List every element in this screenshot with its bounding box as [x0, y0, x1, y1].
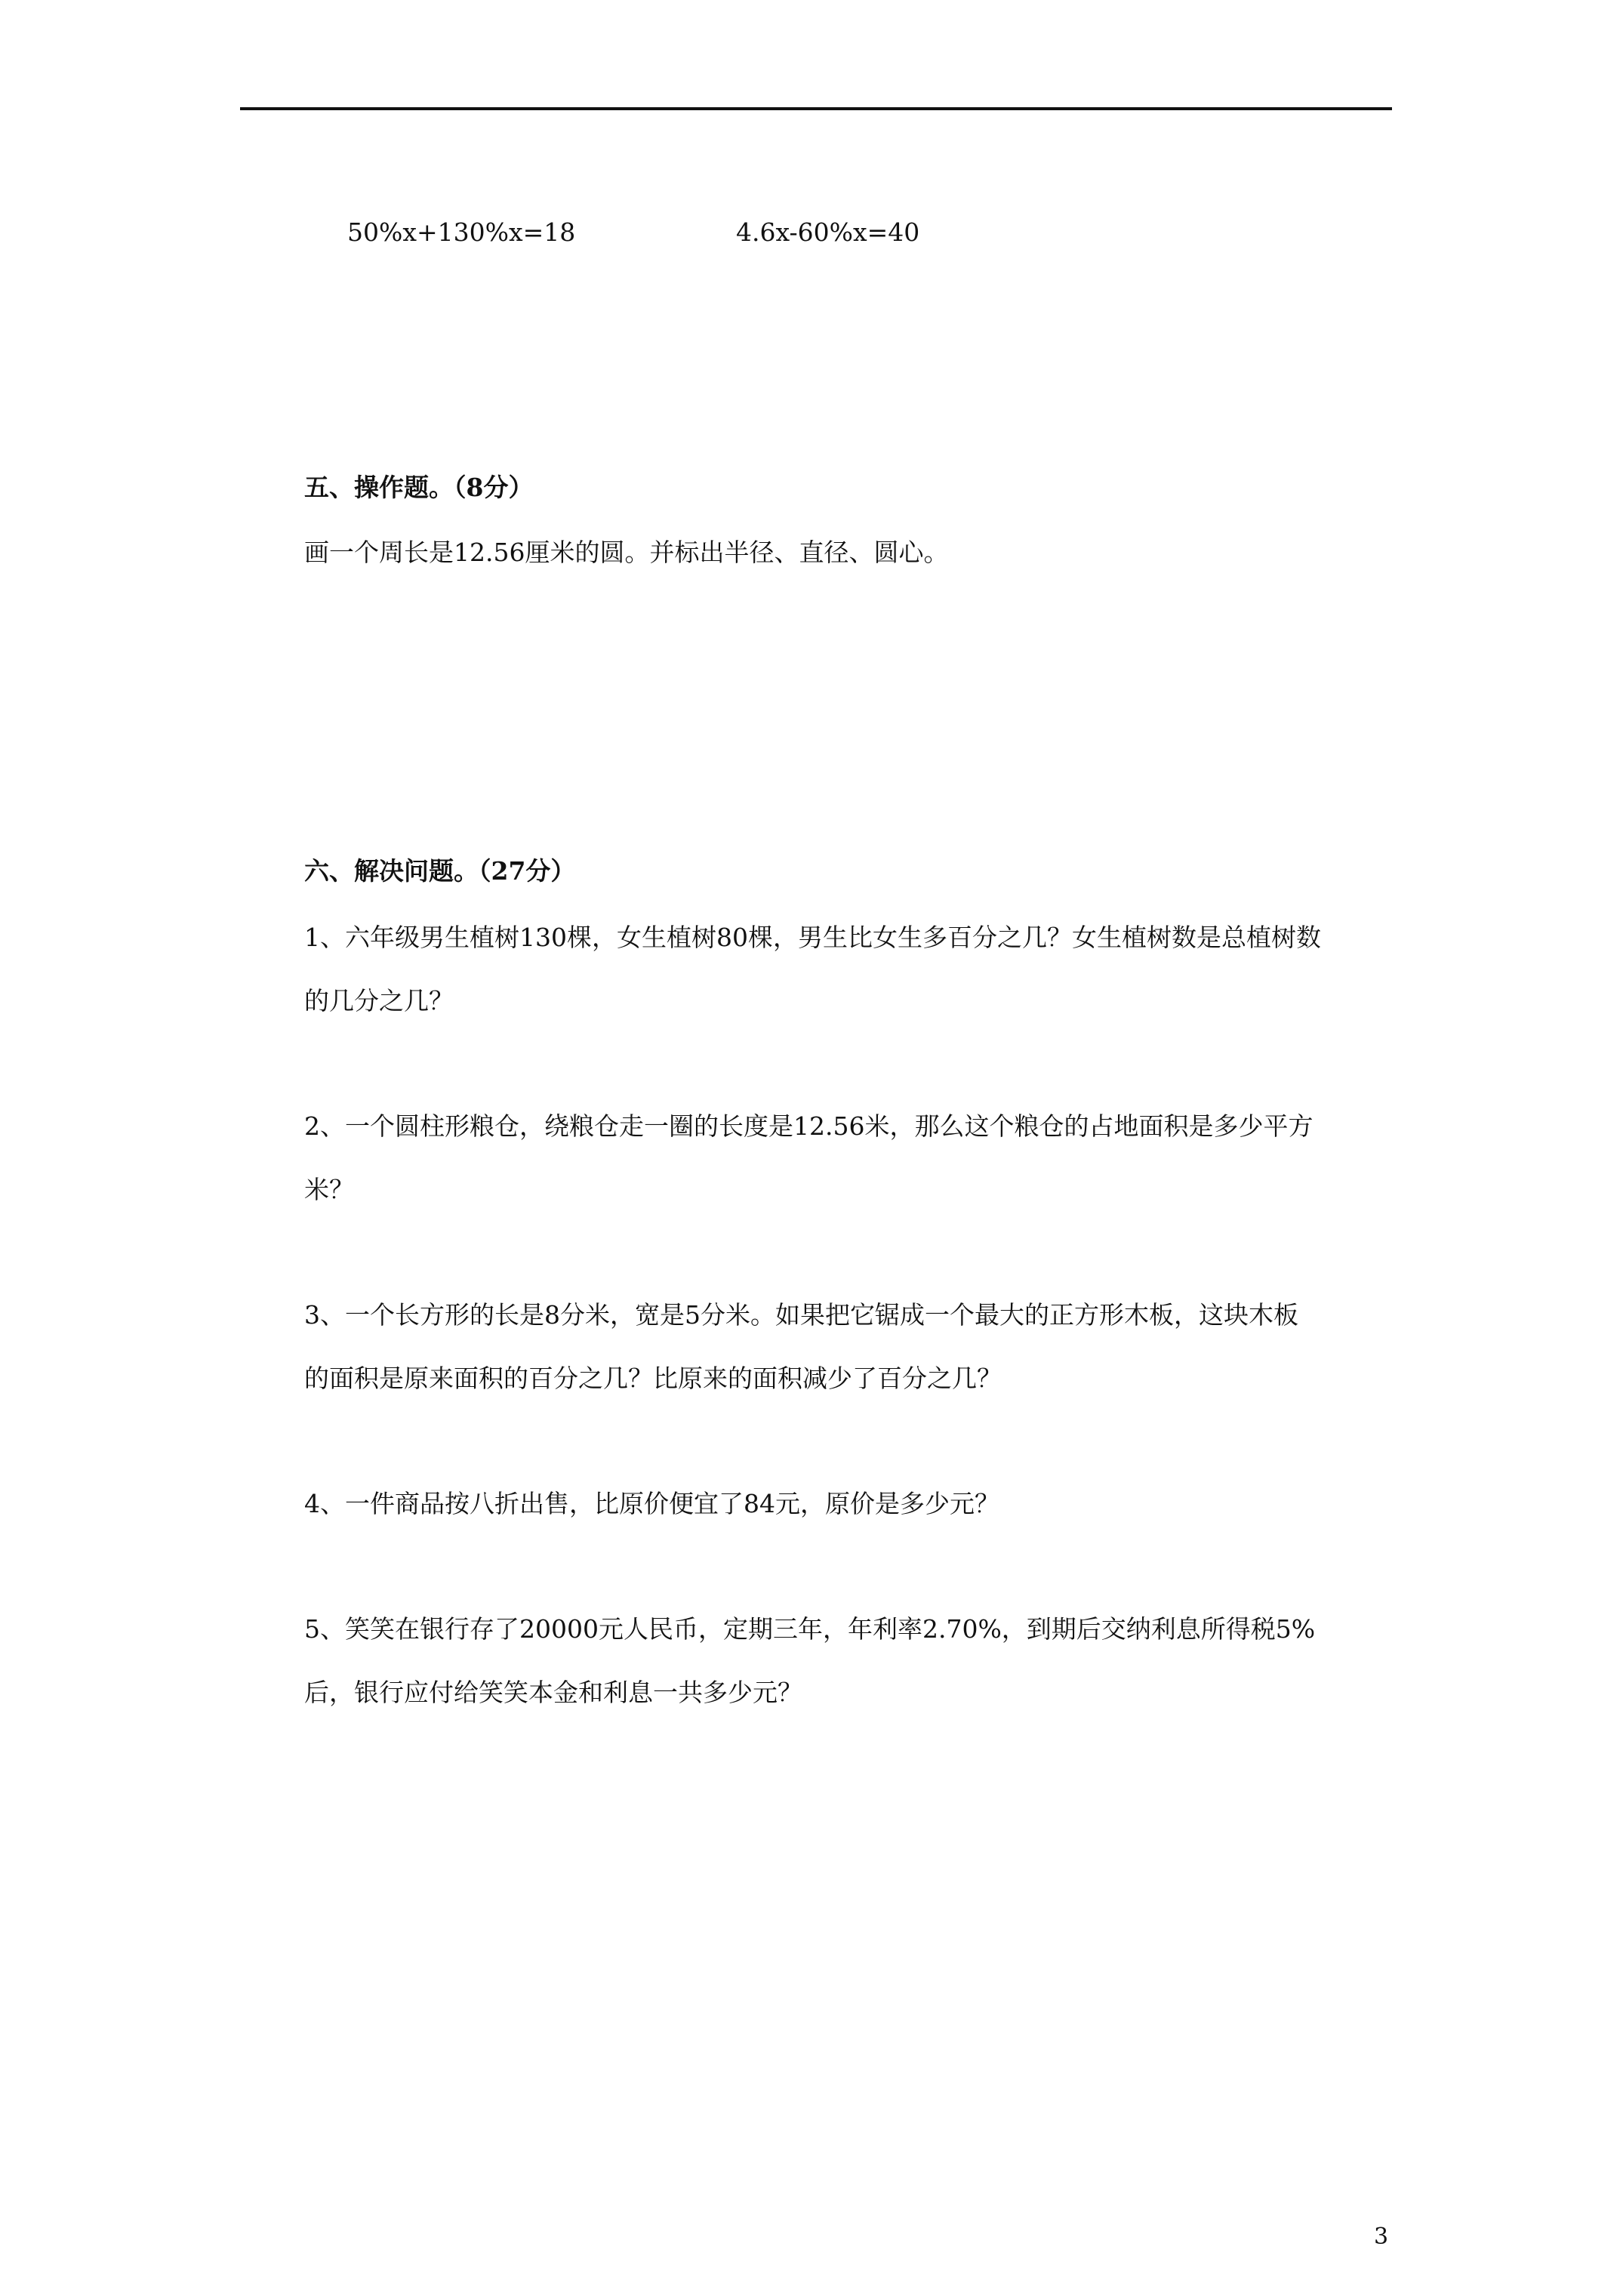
question-3-line-1: 3、一个长方形的长是8分米，宽是5分米。如果把它锯成一个最大的正方形木板，这块木板: [304, 1300, 1298, 1330]
page-number: 3: [1374, 2224, 1389, 2250]
question-5-line-1: 5、笑笑在银行存了20000元人民币，定期三年，年利率2.70%，到期后交纳利息所得税5%: [304, 1614, 1316, 1644]
question-4-line-1: 4、一件商品按八折出售，比原价便宜了84元，原价是多少元？: [304, 1489, 999, 1518]
header-rule: [240, 107, 1392, 110]
question-1-line-2: 的几分之几？: [304, 986, 454, 1015]
question-1-line-1: 1、六年级男生植树130棵，女生植树80棵，男生比女生多百分之几？女生植树数是总植树数: [304, 923, 1321, 952]
question-3-line-2: 的面积是原来面积的百分之几？比原来的面积减少了百分之几？: [304, 1364, 1002, 1393]
section6-heading: 六、解决问题。（27分）: [304, 856, 576, 886]
section5-text: 画一个周长是12.56厘米的圆。并标出半径、直径、圆心。: [304, 538, 949, 567]
question-2-line-1: 2、一个圆柱形粮仓，绕粮仓走一圈的长度是12.56米，那么这个粮仓的占地面积是多少平方: [304, 1111, 1313, 1141]
section5-heading: 五、操作题。（8分）: [304, 473, 534, 502]
question-5-line-2: 后，银行应付给笑笑本金和利息一共多少元？: [304, 1678, 802, 1707]
equation-right: 4.6x-60%x=40: [736, 217, 920, 247]
equation-left: 50%x+130%x=18: [347, 217, 576, 247]
question-2-line-2: 米？: [304, 1175, 354, 1204]
